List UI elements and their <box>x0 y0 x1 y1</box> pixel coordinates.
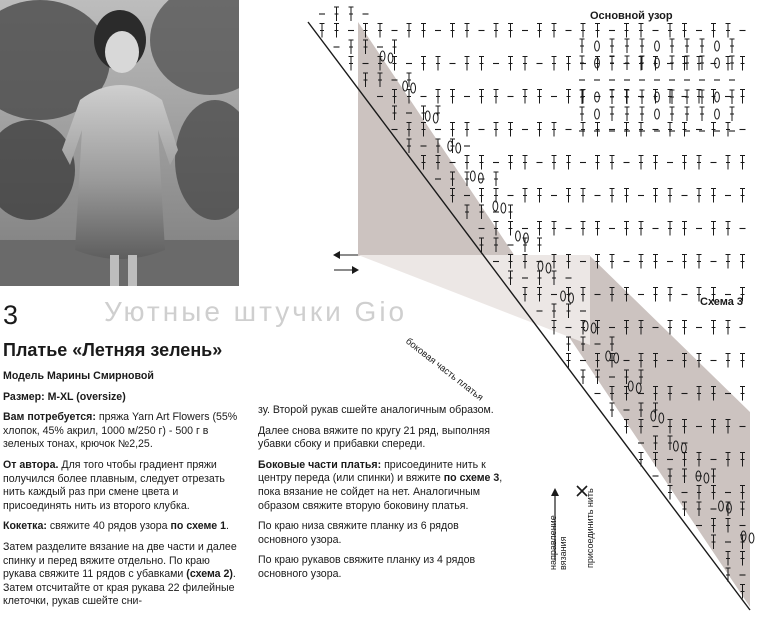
chart-cluster <box>433 113 438 123</box>
cuff-paragraph: По краю рукавов свяжите планку из 4 рядов основного узора. <box>258 554 476 580</box>
main-pattern-stitch-grid <box>579 39 735 131</box>
chart-cluster <box>501 203 506 213</box>
direction-label: направление вязания <box>548 515 568 570</box>
yoke-end: . <box>226 520 229 533</box>
main-pattern-label: Основной узор <box>590 10 673 22</box>
main-pattern-cluster <box>655 109 660 119</box>
scheme-3-label: Схема 3 <box>700 296 744 308</box>
pattern-title: Платье «Летняя зелень» <box>3 340 223 360</box>
chart-cluster <box>478 173 483 183</box>
attach-label: присоединить нить <box>585 488 595 568</box>
side-label: Боковые части платья: <box>258 458 382 471</box>
main-pattern-cluster <box>715 109 720 119</box>
chart-cluster <box>425 111 430 121</box>
watermark: Уютные штучки Gio <box>104 296 408 327</box>
pattern-number: 3 <box>3 300 19 330</box>
side-scheme: по схеме 3 <box>443 472 500 485</box>
materials-label: Вам потребуется: <box>3 411 96 424</box>
side-text-b: , пока вязание не сойдет на нет. Аналогичным образом свяжите вторую боковину платья. <box>258 472 503 512</box>
chart-cluster <box>456 143 461 153</box>
left-arrows <box>333 251 359 274</box>
sleeve-paragraph: зу. Второй рукав сшейте аналогичным образом. <box>258 404 494 416</box>
chart-cluster <box>411 83 416 93</box>
side-part-label: боковая часть платья <box>403 336 486 404</box>
main-pattern-cluster <box>595 41 600 51</box>
chart-cluster <box>516 231 521 241</box>
split-scheme: (схема 2) <box>186 568 233 581</box>
main-pattern-cluster <box>595 109 600 119</box>
size-value: M-XL (oversize) <box>44 390 126 403</box>
main-pattern-cluster <box>655 41 660 51</box>
size-label: Размер: <box>3 390 45 403</box>
author-text: Для того чтобы градиент пряжи получился более плавным, следует отрезать нить каждый раз при смене цвета и присоединять нить из второго клубка. <box>3 458 225 512</box>
yoke-text: свяжите 40 рядов узора <box>46 520 171 533</box>
yoke-label: Кокетка: <box>3 520 47 533</box>
chart-cluster <box>470 171 475 181</box>
main-pattern-cluster <box>715 41 720 51</box>
yoke-scheme: по схеме 1 <box>170 520 227 533</box>
hem-paragraph: По краю низа свяжите планку из 6 рядов основного узора. <box>258 520 459 546</box>
materials-text: пряжа Yarn Art Flowers (55% хлопок, 45% акрил, 1000 м/250 г) - 500 г в зеленых тонах, крючок №2,25. <box>3 411 238 451</box>
chart-cluster <box>388 53 393 63</box>
split-text-a: Затем разделите вязание на две части и далее спинку и перед вяжите отдельно. По краю рукава свяжите 11 рядов с убавками <box>3 540 237 581</box>
chart-cluster <box>403 81 408 91</box>
chart-cluster <box>493 201 498 211</box>
author-label: От автора. <box>3 458 59 471</box>
designer-line: Модель Марины Смирновой <box>3 370 154 382</box>
side-text-a: присоедините нить к центру переда (или спинки) и вяжите <box>258 458 486 485</box>
round-paragraph: Далее снова вяжите по кругу 21 ряд, выполняя убавки сбоку и прибавки спереди. <box>258 424 491 451</box>
split-text-b: . Затем отсчитайте от края рукава 22 филейные клеточки, рукав сшейте сни- <box>3 568 236 608</box>
